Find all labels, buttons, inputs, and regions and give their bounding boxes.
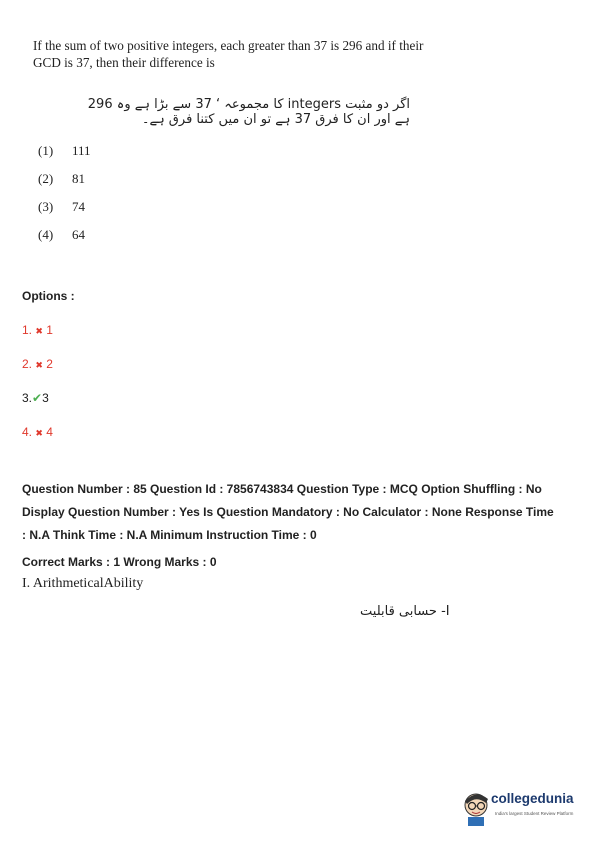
question-line-1: If the sum of two positive integers, each greater than 37 is 296 and if their <box>33 38 424 53</box>
logo-name: collegedunia <box>491 791 574 806</box>
cross-icon: ✖ <box>35 428 43 438</box>
cross-icon: ✖ <box>35 360 43 370</box>
meta-line-2: Display Question Number : Yes Is Question Mandatory : No Calculator : None Response Time <box>22 505 554 519</box>
question-option-4: (4) 64 <box>38 227 85 242</box>
question-option-3: (3) 74 <box>38 199 85 214</box>
question-line-2: GCD is 37, then their difference is <box>33 55 215 70</box>
section-title-urdu: I- حسابی قابلیت <box>360 604 450 619</box>
question-option-1: (1) 111 <box>38 143 91 158</box>
question-meta <box>22 478 582 574</box>
question-option-2: (2) 81 <box>38 171 85 186</box>
logo-tagline: India's largest Student Review Platform <box>495 811 574 816</box>
answer-option-2: 2. ✖ 2 <box>22 357 53 371</box>
section-title: I. ArithmeticalAbility <box>22 576 144 591</box>
marks-line: Correct Marks : 1 Wrong Marks : 0 <box>22 555 217 569</box>
question-urdu: اگر دو مثبت integers کا مجموعہ ‘ 37 سے بڑا ہے وہ 296 ہے اور ان کا فرق 37 ہے تو ان میں کتنا فرق ہے۔ <box>87 97 410 127</box>
mascot-icon <box>462 789 494 827</box>
meta-line-1: Question Number : 85 Question Id : 7856743834 Question Type : MCQ Option Shuffling : No <box>22 482 542 496</box>
answer-option-1: 1. ✖ 1 <box>22 323 53 337</box>
answer-option-4: 4. ✖ 4 <box>22 425 53 439</box>
answer-option-3: 3.✔3 <box>22 391 49 405</box>
check-icon: ✔ <box>32 391 43 405</box>
options-label: Options : <box>22 289 75 303</box>
meta-line-3: : N.A Think Time : N.A Minimum Instruction Time : 0 <box>22 528 317 542</box>
cross-icon: ✖ <box>35 326 43 336</box>
question-text <box>33 37 433 71</box>
collegedunia-logo <box>462 789 587 829</box>
